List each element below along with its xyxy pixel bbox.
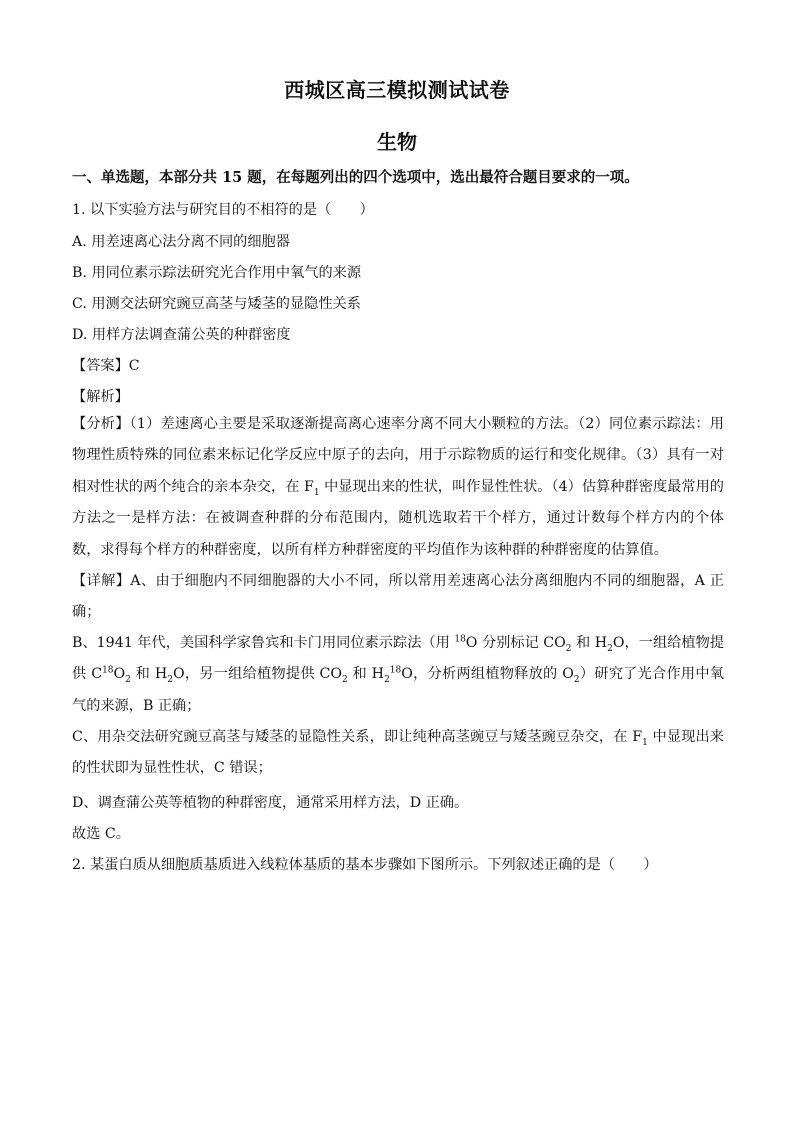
subject-heading: 生物 — [377, 130, 417, 154]
detail-a-paragraph — [72, 566, 724, 629]
detail-b-text: O，一组给植物提供 C — [72, 635, 724, 683]
detail-b-text: 和 H — [347, 666, 385, 683]
fenxi-label: 【分析】 — [72, 416, 130, 432]
fenxi-text-1: （1）差速离心主要是采取逐渐提高离心速率分离不同大小颗粒的方法。（2）同位素示踪法：用物理性质特殊的同位素来标记化学反应中原子的去向，用于示踪物质的运行和变化规律。（3）具有一对相对性状的两个纯合的亲本杂交，在 F — [72, 416, 724, 495]
option-c: C. 用测交法研究豌豆高茎与矮茎的显隐性关系 — [72, 296, 361, 312]
option-d: D. 用样方法调查蒲公英的种群密度 — [72, 327, 291, 343]
option-a: A. 用差速离心法分离不同的细胞器 — [72, 234, 290, 250]
subscript-2: 2 — [607, 643, 613, 654]
analysis-label: 【解析】 — [72, 389, 129, 405]
superscript-18: 18 — [389, 665, 402, 676]
superscript-18: 18 — [454, 634, 466, 645]
detail-c-text: 中显现出来的性状即为显性性状，C 错误； — [72, 729, 724, 777]
conclusion-line: 故选 C。 — [72, 826, 130, 842]
section-heading: 一、单选题，本部分共 15 题，在每题列出的四个选项中，选出最符合题目要求的一项。 — [72, 169, 639, 186]
subscript-2: 2 — [573, 675, 580, 686]
subscript-2: 2 — [342, 675, 348, 686]
detail-b-text: O — [113, 666, 126, 683]
answer-label: 【答案】 — [72, 358, 129, 374]
detail-b-text: 和 H — [130, 666, 168, 683]
subscript-2: 2 — [384, 675, 390, 686]
detail-b-text: B、1941 年代，美国科学家鲁宾和卡门用同位素示踪法（用 — [72, 635, 455, 651]
detail-d-line: D、调查蒲公英等植物的种群密度，通常采用样方法，D 正确。 — [72, 795, 469, 811]
detail-b-text: 和 H — [571, 635, 608, 651]
analysis-paragraph — [72, 409, 724, 566]
answer-line — [72, 355, 140, 375]
fenxi-subscript: 1 — [313, 487, 320, 498]
detail-c-paragraph — [72, 722, 724, 785]
detail-b-text: ）研究了光合作用中氧气的来源，B 正确； — [72, 666, 724, 714]
detail-label: 【详解】 — [72, 573, 131, 589]
page-title: 西城区高三模拟测试试卷 — [284, 78, 510, 102]
answer-value: C — [128, 358, 140, 374]
fenxi-text-2: 中显现出来的性状，叫作显性性状。（4）估算种群密度最常用的方法之一是样方法：在被调查种群的分布范围内，随机选取若干个样方，通过计数每个样方内的个体数，求得每个样方的种群密度，以所有样方种群密度的平均值作为该种群的种群密度的估算值。 — [72, 478, 724, 558]
detail-b-text: O，另一组给植物提供 CO — [172, 666, 342, 683]
question-2-stem: 2. 某蛋白质从细胞质基质进入线粒体基质的基本步骤如下图所示。下列叙述正确的是（ ） — [72, 857, 658, 873]
question-1-stem: 1. 以下实验方法与研究目的不相符的是（ ） — [72, 202, 374, 218]
detail-b-text: O 分别标记 CO — [465, 635, 566, 651]
subscript-2: 2 — [125, 675, 131, 686]
option-b: B. 用同位素示踪法研究光合作用中氧气的来源 — [72, 265, 362, 281]
detail-b-text: O，分析两组植物释放的 O — [401, 666, 574, 683]
subscript-2: 2 — [565, 643, 572, 654]
subscript-2: 2 — [167, 675, 173, 686]
superscript-18: 18 — [102, 665, 114, 676]
detail-b-paragraph — [72, 628, 724, 722]
detail-a-text: A、由于细胞内不同细胞器的大小不同，所以常用差速离心法分离细胞内不同的细胞器，A 正确； — [72, 573, 724, 621]
detail-c-text: C、用杂交法研究豌豆高茎与矮茎的显隐性关系，即让纯种高茎豌豆与矮茎豌豆杂交，在 F — [72, 729, 643, 745]
subscript-1: 1 — [642, 737, 648, 748]
